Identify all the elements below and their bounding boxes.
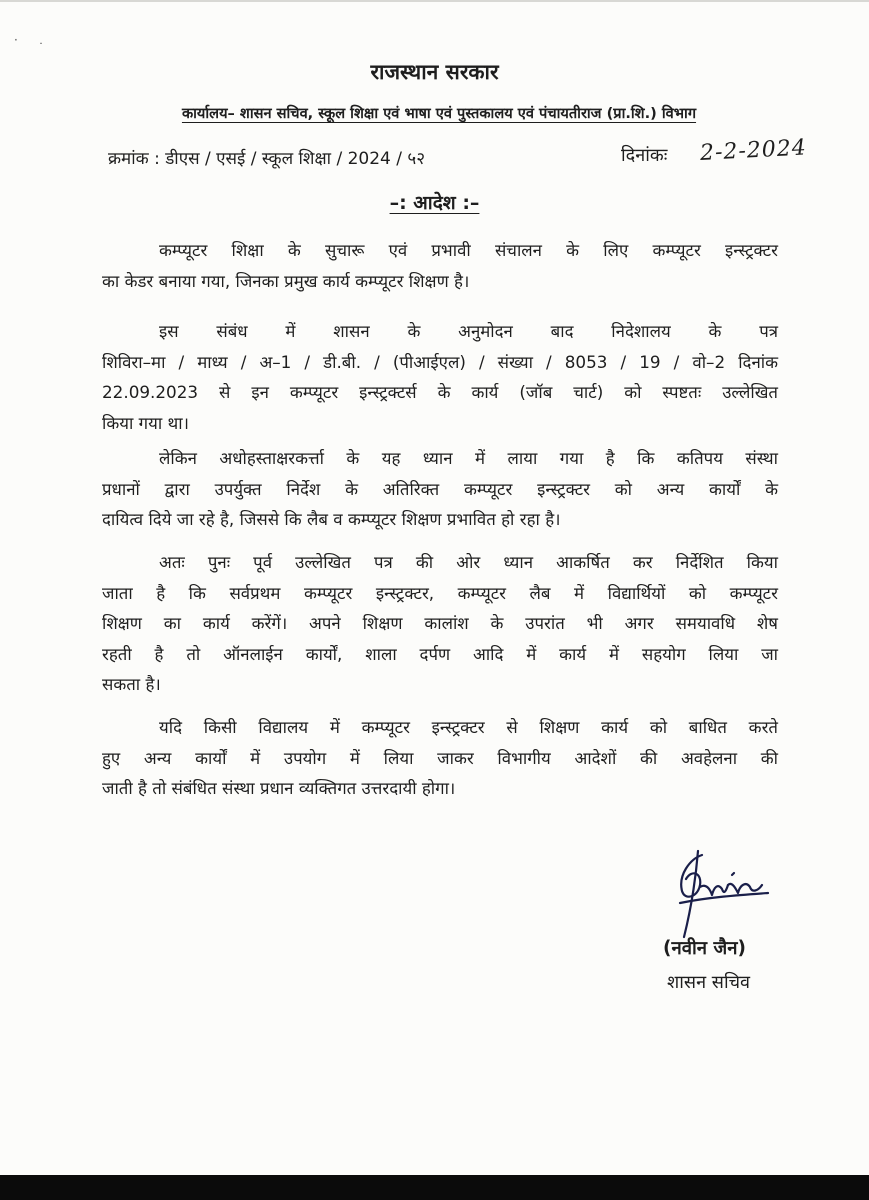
paragraph-line: जाता है कि सर्वप्रथम कम्प्यूटर इन्स्ट्रक्टर, कम्प्यूटर लैब में विद्यार्थियों को कम्प्यूटर (102, 582, 778, 603)
signer-name: (नवीन जैन) (663, 938, 746, 959)
signer-designation: शासन सचिव (667, 972, 751, 993)
paragraph-line: हुए अन्य कार्यों में उपयोग में लिया जाकर विभागीय आदेशों की अवहेलना की (102, 747, 778, 768)
handwritten-date: 2-2-2024 (699, 135, 808, 166)
order-heading-text: –: आदेश :– (389, 192, 480, 214)
paragraph-line: का केडर बनाया गया, जिनका प्रमुख कार्य कम्प्यूटर शिक्षण है। (102, 270, 470, 291)
paragraph-line: कम्प्यूटर शिक्षा के सुचारू एवं प्रभावी संचालन के लिए कम्प्यूटर इन्स्ट्रक्टर (159, 240, 778, 260)
reference-number: क्रमांक : डीएस / एसई / स्कूल शिक्षा / 2024 / ५२ (108, 149, 426, 169)
paragraph-1 (102, 235, 778, 296)
paragraph-line: यदि किसी विद्यालय में कम्प्यूटर इन्स्ट्रक्टर से शिक्षण कार्य को बाधित करते (159, 717, 778, 737)
paragraph-line: अतः पुनः पूर्व उल्लेखित पत्र की ओर ध्यान आकर्षित कर निर्देशित किया (159, 552, 778, 572)
paragraph-line: शिविरा–मा / माध्य / अ–1 / डी.बी. / (पीआईएल) / संख्या / 8053 / 19 / वो–2 दिनांक (102, 351, 778, 372)
paragraph-2 (102, 316, 778, 438)
paragraph-3 (102, 443, 778, 535)
government-title: राजस्थान सरकार (370, 60, 499, 84)
paragraph-line: रहती है तो ऑनलाईन कार्यों, शाला दर्पण आदि में कार्य में सहयोग लिया जा (102, 643, 778, 664)
paragraph-line: किया गया था। (102, 412, 189, 433)
paper-speck: ˙ (38, 41, 44, 55)
paragraph-line: दायित्व दिये जा रहे है, जिससे कि लैब व कम्प्यूटर शिक्षण प्रभावित हो रहा है। (102, 509, 561, 529)
paragraph-4 (102, 547, 778, 700)
date-label: दिनांकः (621, 145, 668, 166)
page-top-edge (0, 0, 869, 2)
paragraph-line: इस संबंध में शासन के अनुमोदन बाद निदेशालय के पत्र (159, 321, 778, 341)
paragraph-line: जाती है तो संबंधित संस्था प्रधान व्यक्तिगत उत्तरदायी होगा। (102, 778, 456, 798)
paper-speck: · (14, 33, 18, 47)
paragraph-line: शिक्षण का कार्य करेंगें। अपने शिक्षण कालांश के उपरांत भी अगर समयावधि शेष (102, 613, 778, 633)
paragraph-line: लेकिन अधोहस्ताक्षरकर्त्ता के यह ध्यान में लाया गया है कि कतिपय संस्था (159, 448, 778, 468)
paragraph-line: प्रधानों द्वारा उपर्युक्त निर्देश के अतिरिक्त कम्प्यूटर इन्स्ट्रक्टर को अन्य कार्यों के (102, 478, 778, 499)
order-heading (0, 189, 869, 215)
bottom-black-bar (0, 1175, 869, 1200)
paragraph-line: सकता है। (102, 674, 161, 694)
paragraph-line: 22.09.2023 से इन कम्प्यूटर इन्स्ट्रक्टर्स के कार्य (जॉब चार्ट) को स्पष्टतः उल्लेखित (102, 382, 778, 402)
paragraph-5 (102, 712, 778, 804)
office-line: कार्यालय– शासन सचिव, स्कूल शिक्षा एवं भाषा एवं पुस्तकालय एवं पंचायतीराज (प्रा.शि.) विभाग (181, 105, 697, 122)
handwritten-signature (640, 845, 790, 945)
